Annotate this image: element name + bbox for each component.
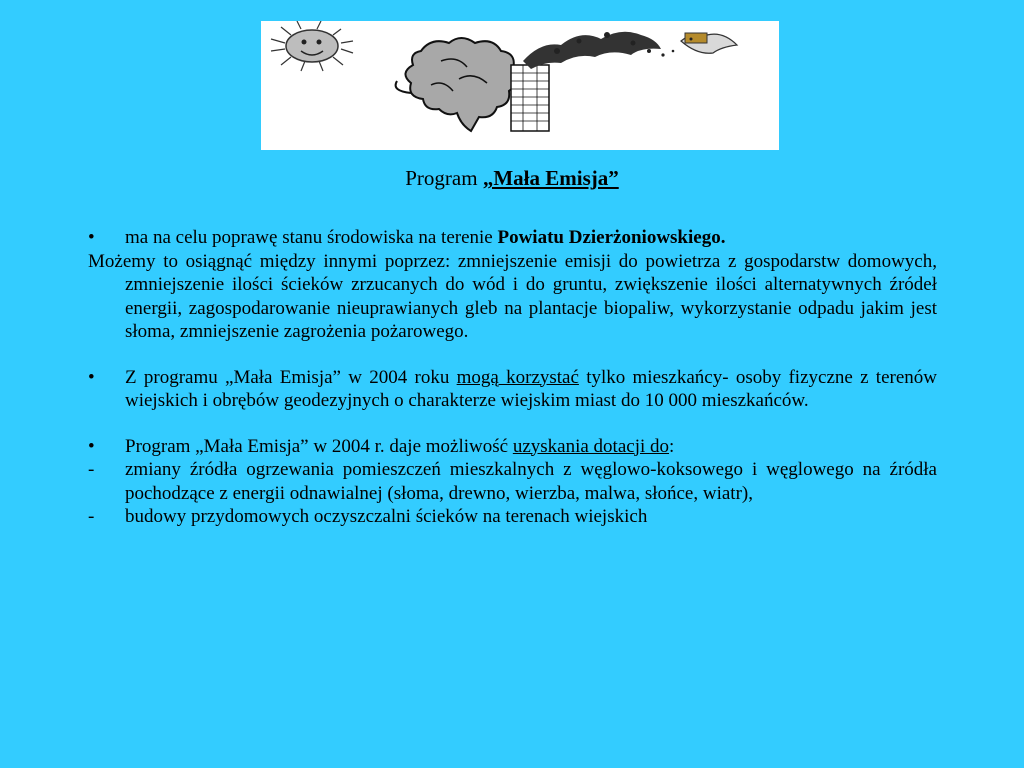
bullet-marker: • <box>88 435 95 457</box>
slide-body <box>88 226 937 529</box>
dash-marker: - <box>88 506 95 527</box>
bullet-marker: • <box>88 366 95 388</box>
sewage-text: budowy przydomowych oczyszczalni ścieków na terenach wiejskich <box>125 506 648 527</box>
title-prefix: Program <box>405 166 483 190</box>
title-program-name: „Mała Emisja” <box>482 166 619 190</box>
banner-image <box>261 21 779 150</box>
subsidy-text-after: : <box>669 435 675 457</box>
bullet-goal <box>88 226 937 250</box>
bird-icon <box>681 33 737 53</box>
bullet-marker: • <box>88 227 95 248</box>
eligibility-text-after: tylko mieszkańcy- osoby fizyczne z terenów wiejskich i obrębów geodezyjnych o charakterze wiejskim miast do 10 000 mieszkańców. <box>125 366 937 411</box>
goal-text: ma na celu poprawę stanu środowiska na terenie <box>125 227 498 248</box>
subsidy-underlined: uzyskania dotacji do <box>512 435 670 457</box>
bullet-eligibility <box>88 366 937 413</box>
smokestack-icon <box>396 32 675 131</box>
heating-text: zmiany źródła ogrzewania pomieszczeń mieszkalnych z węglowo-koksowego i węglowego na źródła pochodzące z energii odnawialnej (słoma, drewno, wierzba, malwa, słońce, wiatr), <box>125 459 937 504</box>
goal-region: Powiatu Dzierżoniowskiego. <box>497 227 726 248</box>
dash-item-heating <box>88 458 937 505</box>
bullet-subsidy <box>88 435 937 459</box>
subsidy-text-before: Program „Mała Emisja” w 2004 r. daje możliwość <box>125 435 513 457</box>
means-paragraph <box>88 250 937 344</box>
dash-marker: - <box>88 459 95 480</box>
banner-illustration <box>261 21 779 150</box>
dash-item-sewage <box>88 505 937 529</box>
slide-title <box>0 164 1024 192</box>
eligibility-underlined: mogą korzystać <box>456 366 579 388</box>
eligibility-text-before: Z programu „Mała Emisja” w 2004 roku <box>125 366 457 388</box>
sun-icon <box>271 21 353 71</box>
means-text: Możemy to osiągnąć między innymi poprzez: zmniejszenie emisji do powietrza z gospodarstw domowych, zmniejszenie ilości ścieków zrzucanych do wód i do gruntu, zwiększenie ilości alternatywnych źródeł energii, zagospodarowanie nieuprawianych gleb na plantacje biopaliw, wykorzystanie odpadu jakim jest słoma, zmniejszenie zagrożenia pożarowego. <box>88 250 937 342</box>
